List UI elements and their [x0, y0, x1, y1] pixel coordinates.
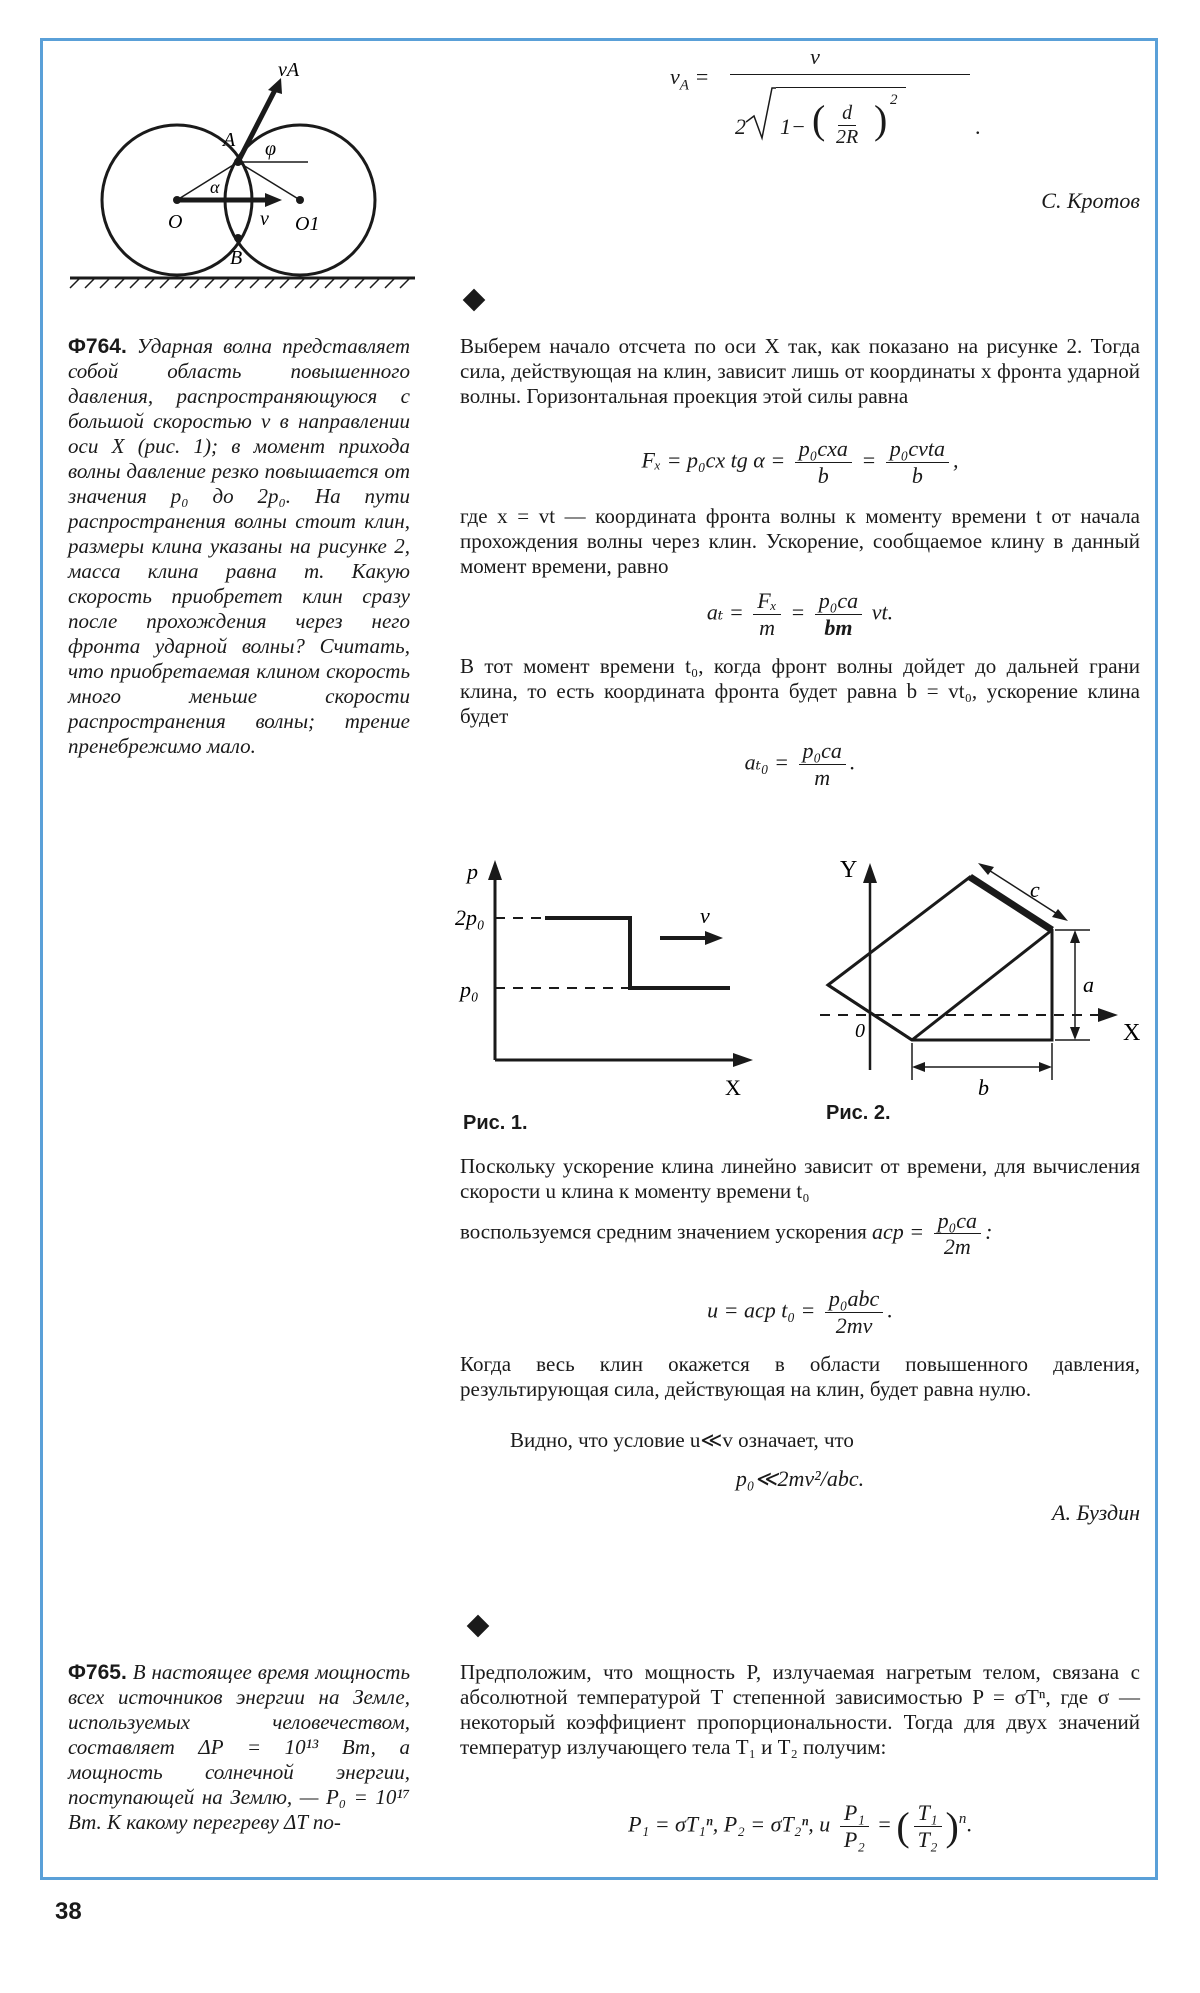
solution-764-p5: Когда весь клин окажется в области повышенного давления, результирующая сила, действующая на клин, будет равна нулю. — [460, 1352, 1140, 1401]
signature-krotov: С. Кротов — [1041, 188, 1140, 213]
formula-at0: aₜ₀ = $\frac{\text{p₀ca}}{m}$ . — [744, 738, 856, 790]
solution-764-p4a: Поскольку ускорение клина линейно зависит от времени, для вычисления скорости u клина к моменту времени t₀ — [460, 1154, 1140, 1203]
formula-u: u = aср t₀ = $\frac{\text{p₀abc}}{2mv}$ . — [707, 1286, 893, 1338]
fig1-2p0-label: 2p₀ — [455, 905, 485, 930]
label-a: A — [223, 129, 236, 151]
fig1-caption: Рис. 1. — [463, 1112, 528, 1134]
solution-764-p1: Выберем начало отсчета по оси X так, как показано на рисунке 2. Тогда сила, действующая на клин, зависит лишь от координаты x фронта ударной волны. Горизонтальная проекция этой силы равна — [460, 334, 1140, 408]
fig2-o-label: 0 — [855, 1020, 865, 1042]
label-b: B — [230, 247, 243, 269]
fig1-p-label: p — [467, 859, 478, 884]
page-number: 38 — [55, 1898, 82, 1925]
formula-va: $v_A$ = v 2 1− ( $\frac{d}{2R}$ ) 2 . — [670, 44, 981, 148]
fig1-x-label: X — [725, 1075, 741, 1100]
label-v: v — [260, 208, 269, 230]
label-o: O — [168, 211, 183, 233]
formula-power-ratio: P₁ = σT₁ⁿ, P₂ = σT₂ⁿ, и $\frac{\text{P₁}}{\text{P₂}}$ = ( $\frac{\text{T₁}}{\text{T₂}}$ )$^n$. — [628, 1800, 972, 1852]
formula-condition: p₀≪2mv²/abc. — [735, 1466, 865, 1491]
problem-765-text: В настоящее время мощность всех источников энергии на Земле, используемых человечеством, составляет ΔP = 10¹³ Вт, а мощность солнечной энергии, поступающей на Землю, — P₀ = 10¹⁷ Вт. К какому перегреву ΔT по- — [68, 1660, 410, 1834]
signature-buzdin: А. Буздин — [1052, 1500, 1140, 1525]
solution-764-p2: где x = vt — координата фронта волны к моменту времени t от начала прохождения волны через клин. Ускорение, сообщаемое клину в данный момент времени, равно — [460, 504, 1140, 578]
fig2-caption: Рис. 2. — [826, 1102, 891, 1124]
fig1-p0-label: p₀ — [460, 977, 479, 1002]
fig2-x-label: X — [1123, 1020, 1141, 1046]
solution-764-p6: Видно, что условие u≪v означает, что — [510, 1428, 854, 1452]
fig2-a-label: a — [1083, 972, 1094, 997]
pressure-step-line — [545, 918, 730, 988]
problem-764 — [68, 334, 410, 759]
problem-765-number: Ф765. — [68, 1661, 127, 1684]
fig2-b-label: b — [978, 1075, 989, 1100]
label-va: vA — [278, 59, 300, 81]
solution-764-p3: В тот момент времени t₀, когда фронт волны дойдет до дальней грани клина, то есть координата фронта будет равна b = vt₀, ускорение клина будет — [460, 654, 1140, 728]
problem-764-text: Ударная волна представляет собой область повышенного давления, распространяющуюся с большой скоростью v в направлении оси X (рис. 1); в момент прихода волны давление резко повышается от значения p₀ до 2p₀. На пути распространения волны стоит клин, размеры клина указаны на рисунке 2, масса клина равна m. Какую скорость приобретет клин сразу после прохождения через него фронта ударной волны? Считать, что приобретаемая клином скорость много меньше скорости распространения волны; трение пренебрежимо мало. — [68, 334, 410, 758]
label-phi: φ — [265, 138, 277, 160]
fig2-c-label: c — [1030, 877, 1040, 902]
fig1-v-label: v — [700, 903, 710, 928]
solution-765-p1: Предположим, что мощность P, излучаемая нагретым телом, связана с абсолютной температурой T степенной зависимостью P = σTⁿ, где σ — некоторый коэффициент пропорциональности. Тогда для двух значений температур излучающего тела T₁ и T₂ получим: — [460, 1660, 1140, 1759]
problem-764-number: Ф764. — [68, 335, 127, 358]
figure-circles — [60, 50, 440, 290]
formula-at: aₜ = $\frac{\text{Fₓ}}{m}$ = $\frac{\text{p₀ca}}{bm}$ vt. — [706, 588, 894, 640]
label-alpha: α — [210, 177, 220, 197]
formula-fx: Fₓ = p₀cx tg α = $\frac{\text{p₀cxa}}{b}$ = $\frac{\text{p₀cvta}}{b}$ , — [641, 436, 959, 488]
solution-764-p4b: воспользуемся средним значением ускорения aср = $\frac{\text{p₀ca}}{2m}$ : — [460, 1208, 993, 1259]
figure-1-pressure — [455, 855, 765, 1115]
label-o1: O1 — [295, 213, 320, 235]
figure-2-wedge — [800, 855, 1150, 1105]
fig2-y-label: Y — [840, 857, 858, 883]
problem-765 — [68, 1660, 410, 1835]
